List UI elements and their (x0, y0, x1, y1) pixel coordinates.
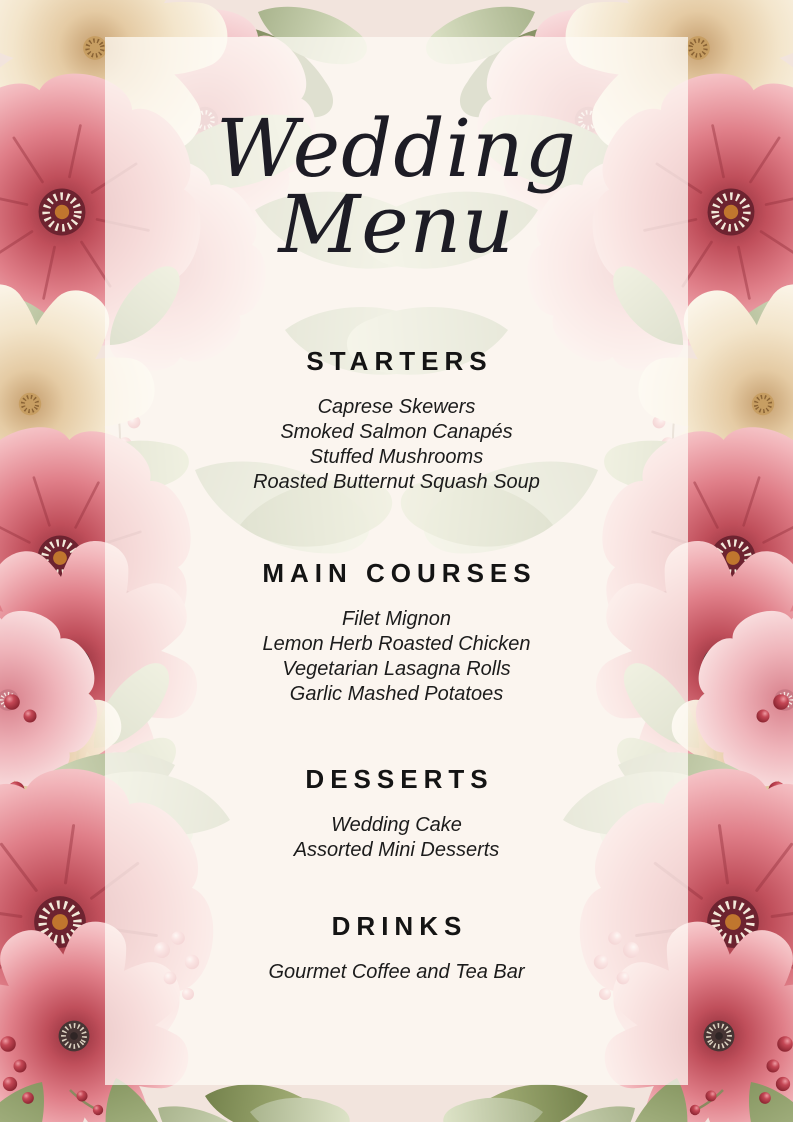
menu-item: Garlic Mashed Potatoes (289, 683, 504, 705)
section-items-drinks (105, 960, 688, 985)
section-heading-desserts: DESSERTS (305, 764, 494, 794)
section-heading-starters: STARTERS (306, 346, 493, 376)
menu-item: Vegetarian Lasagna Rolls (282, 658, 511, 680)
menu-item: Roasted Butternut Squash Soup (253, 471, 540, 493)
section-items-main-courses (105, 607, 688, 707)
menu-item: Filet Mignon (342, 608, 451, 630)
menu-section-desserts (105, 763, 688, 863)
menu-item: Caprese Skewers (317, 396, 476, 418)
section-heading-drinks: DRINKS (331, 911, 468, 941)
menu-panel (105, 37, 688, 1085)
menu-item: Stuffed Mushrooms (309, 446, 484, 468)
menu-item: Wedding Cake (331, 814, 462, 836)
title-line-2: Menu (278, 178, 515, 271)
menu-section-drinks (105, 910, 688, 985)
menu-item: Assorted Mini Desserts (293, 839, 500, 861)
title-line-1: Wedding (216, 102, 577, 195)
section-items-starters (105, 395, 688, 495)
section-heading-main-courses: MAIN COURSES (262, 558, 537, 588)
menu-section-main-courses (105, 557, 688, 707)
menu-title (105, 102, 688, 271)
menu-item: Smoked Salmon Canapés (280, 421, 513, 443)
section-items-desserts (105, 813, 688, 863)
menu-item: Lemon Herb Roasted Chicken (262, 633, 531, 655)
menu-item: Gourmet Coffee and Tea Bar (268, 961, 525, 983)
menu-section-starters (105, 345, 688, 495)
